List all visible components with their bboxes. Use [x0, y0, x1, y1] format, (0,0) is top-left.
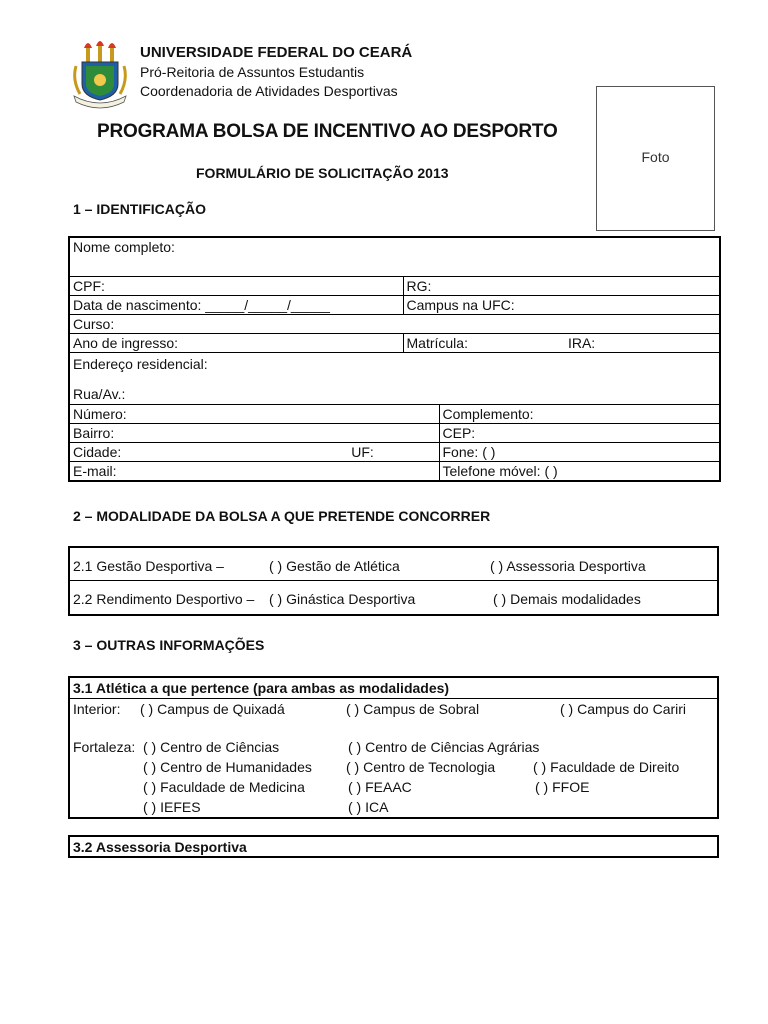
label-fone: Fone: ( )	[442, 444, 496, 460]
field-telefone-movel[interactable]	[439, 462, 720, 482]
field-curso[interactable]	[69, 315, 720, 334]
field-campus[interactable]	[403, 296, 720, 315]
university-name: UNIVERSIDADE FEDERAL DO CEARÁ	[140, 44, 413, 61]
label-ano-ingresso: Ano de ingresso:	[73, 335, 179, 351]
option-centro-tecnologia[interactable]: ( ) Centro de Tecnologia	[346, 759, 496, 775]
option-ginastica-desportiva[interactable]: ( ) Ginástica Desportiva	[269, 591, 416, 607]
pro-reitoria: Pró-Reitoria de Assuntos Estudantis	[140, 64, 365, 80]
photo-label: Foto	[641, 149, 670, 165]
field-nome[interactable]	[69, 237, 720, 277]
atletica-title: 3.1 Atlética a que pertence (para ambas as modalidades)	[73, 680, 450, 696]
field-ano-ingresso[interactable]	[69, 334, 403, 353]
option-feaac[interactable]: ( ) FEAAC	[348, 779, 412, 795]
field-data-nascimento[interactable]	[69, 296, 403, 315]
fortaleza-label: Fortaleza:	[73, 739, 136, 755]
form-subtitle: FORMULÁRIO DE SOLICITAÇÃO 2013	[196, 165, 449, 181]
label-cpf: CPF:	[73, 278, 105, 294]
label-numero: Número:	[73, 406, 127, 422]
section-3-heading: 3 – OUTRAS INFORMAÇÕES	[73, 637, 265, 653]
option-campus-sobral[interactable]: ( ) Campus de Sobral	[346, 701, 480, 717]
option-campus-quixada[interactable]: ( ) Campus de Quixadá	[140, 701, 285, 717]
modalidade-box	[68, 546, 719, 616]
photo-box[interactable]	[596, 86, 715, 231]
label-ira: IRA:	[567, 335, 596, 351]
field-cidade[interactable]	[69, 443, 439, 462]
field-numero[interactable]	[69, 405, 439, 424]
label-endereco: Endereço residencial:	[73, 356, 208, 372]
ufc-logo	[70, 40, 130, 110]
option-ica[interactable]: ( ) ICA	[348, 799, 389, 815]
identification-table	[68, 236, 721, 482]
gestao-desportiva-label: 2.1 Gestão Desportiva –	[73, 558, 224, 574]
option-centro-humanidades[interactable]: ( ) Centro de Humanidades	[143, 759, 312, 775]
label-nome: Nome completo:	[73, 239, 175, 255]
label-campus: Campus na UFC:	[406, 297, 515, 313]
label-bairro: Bairro:	[73, 425, 115, 441]
field-fone[interactable]	[439, 443, 720, 462]
assessoria-title: 3.2 Assessoria Desportiva	[73, 839, 247, 855]
label-rua: Rua/Av.:	[73, 386, 126, 402]
label-complemento: Complemento:	[442, 406, 534, 422]
field-rg[interactable]	[403, 277, 720, 296]
option-faculdade-direito[interactable]: ( ) Faculdade de Direito	[533, 759, 680, 775]
label-email: E-mail:	[73, 463, 117, 479]
label-telefone-movel: Telefone móvel: ( )	[442, 463, 558, 479]
option-centro-ciencias-agrarias[interactable]: ( ) Centro de Ciências Agrárias	[348, 739, 540, 755]
label-uf: UF:	[351, 444, 374, 460]
field-endereco[interactable]	[69, 353, 720, 405]
label-curso: Curso:	[73, 316, 115, 332]
divider	[70, 580, 717, 581]
option-faculdade-medicina[interactable]: ( ) Faculdade de Medicina	[143, 779, 305, 795]
interior-label: Interior:	[73, 701, 121, 717]
option-iefes[interactable]: ( ) IEFES	[143, 799, 201, 815]
atletica-box	[68, 676, 719, 819]
label-cep: CEP:	[442, 425, 476, 441]
field-cep[interactable]	[439, 424, 720, 443]
field-matricula[interactable]	[403, 334, 720, 353]
option-gestao-atletica[interactable]: ( ) Gestão de Atlética	[269, 558, 400, 574]
option-assessoria-desportiva[interactable]: ( ) Assessoria Desportiva	[490, 558, 646, 574]
label-matricula: Matrícula:	[406, 335, 468, 351]
section-1-heading: 1 – IDENTIFICAÇÃO	[73, 201, 207, 217]
field-complemento[interactable]	[439, 405, 720, 424]
field-email[interactable]	[69, 462, 439, 482]
rendimento-desportivo-label: 2.2 Rendimento Desportivo –	[73, 591, 255, 607]
section-2-heading: 2 – MODALIDADE DA BOLSA A QUE PRETENDE CONCORRER	[73, 508, 491, 524]
option-ffoe[interactable]: ( ) FFOE	[535, 779, 590, 795]
label-data-nascimento: Data de nascimento: _____/_____/_____	[73, 297, 330, 313]
option-demais-modalidades[interactable]: ( ) Demais modalidades	[493, 591, 641, 607]
program-title: PROGRAMA BOLSA DE INCENTIVO AO DESPORTO	[97, 121, 558, 142]
option-campus-cariri[interactable]: ( ) Campus do Cariri	[560, 701, 687, 717]
field-bairro[interactable]	[69, 424, 439, 443]
field-cpf[interactable]	[69, 277, 403, 296]
label-rg: RG:	[406, 278, 432, 294]
label-cidade: Cidade:	[73, 444, 122, 460]
assessoria-box	[68, 835, 719, 858]
ufc-crest-icon	[70, 40, 130, 110]
coordenadoria: Coordenadoria de Atividades Desportivas	[140, 83, 398, 99]
option-centro-ciencias[interactable]: ( ) Centro de Ciências	[143, 739, 280, 755]
divider	[70, 698, 717, 699]
